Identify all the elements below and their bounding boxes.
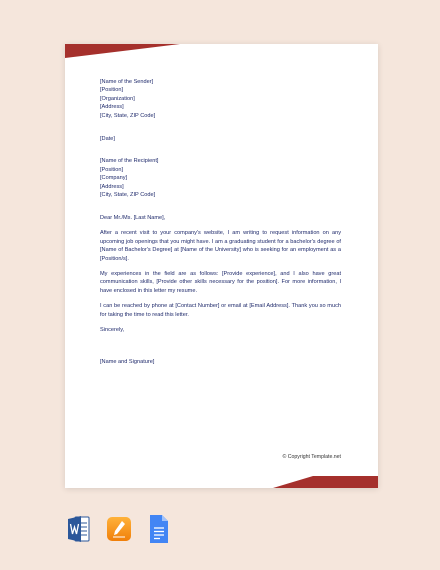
signature-line: [Name and Signature] bbox=[100, 359, 155, 366]
letter-body bbox=[100, 78, 341, 374]
recipient-address: [Address] bbox=[100, 183, 124, 190]
word-icon[interactable] bbox=[67, 514, 91, 544]
sender-organization: [Organization] bbox=[100, 95, 135, 102]
sender-name: [Name of the Sender] bbox=[100, 79, 154, 85]
letter-page bbox=[65, 44, 378, 488]
recipient-city: [City, State, ZIP Code] bbox=[100, 192, 156, 199]
closing: Sincerely, bbox=[100, 327, 125, 334]
recipient-block bbox=[100, 157, 341, 199]
letter-date: [Date] bbox=[100, 135, 115, 142]
recipient-company: [Company] bbox=[100, 175, 128, 182]
sender-city: [City, State, ZIP Code] bbox=[100, 112, 156, 119]
copyright-notice: © Copyright Template.net bbox=[282, 454, 341, 460]
sender-address: [Address] bbox=[100, 104, 124, 111]
recipient-name: [Name of the Recipient] bbox=[100, 158, 159, 165]
body-paragraph-2: My experiences in the field are as follows: [Provide experience], and I also have great communication skills, [Provide other skills necessary for the position]. For more information, I have enclosed in this letter my resume. bbox=[100, 271, 341, 294]
body-paragraph-3: I can be reached by phone at [Contact Number] or email at [Email Address]. Thank you so much for taking the time to read this letter. bbox=[100, 303, 341, 318]
top-ribbon bbox=[65, 44, 180, 58]
pages-icon[interactable] bbox=[107, 514, 131, 544]
recipient-position: [Position] bbox=[100, 166, 124, 173]
salutation: Dear Mr./Ms. [Last Name], bbox=[100, 214, 166, 221]
body-paragraph-1: After a recent visit to your company's website, I am writing to request information on any upcoming job openings that you might have. I am a graduating student for a bachelor's degree of [Name of Bachelor's Degree] at [Name of the University] who is seeking for an employment as a [Position/s]. bbox=[100, 230, 341, 262]
sender-block bbox=[100, 78, 341, 120]
app-icons bbox=[67, 514, 171, 544]
date-block bbox=[100, 135, 341, 143]
bottom-ribbon bbox=[273, 476, 378, 488]
google-docs-icon[interactable] bbox=[147, 514, 171, 544]
sender-position: [Position] bbox=[100, 87, 124, 94]
